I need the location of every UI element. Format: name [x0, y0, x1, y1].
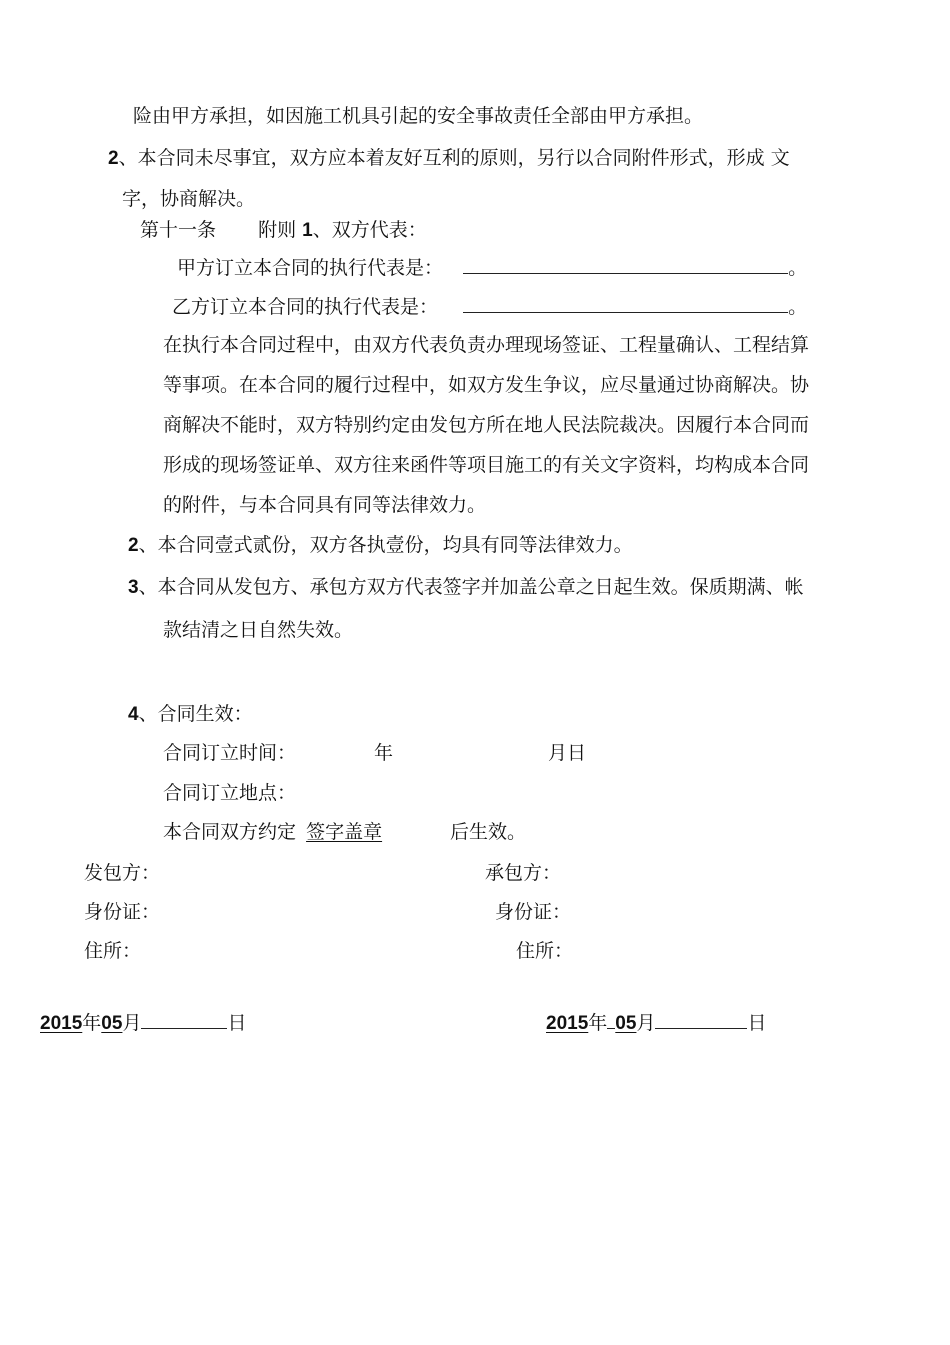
date-right-month-char: 月	[636, 1012, 656, 1034]
date-right	[546, 1010, 766, 1036]
clause-copies-number: 2	[128, 535, 139, 556]
sign-place-line: 合同订立地点：	[163, 782, 297, 804]
clause-4-text: 、合同生效：	[138, 703, 253, 725]
clause-effect-line2: 款结清之日自然失效。	[163, 619, 354, 641]
rep-b-end: 。	[788, 296, 808, 318]
agree-line	[163, 820, 382, 844]
article-11-heading	[140, 218, 427, 243]
clause-2-number: 2	[108, 148, 119, 169]
rep-b-blank[interactable]	[463, 294, 788, 313]
party-b-address: 住所：	[516, 940, 574, 962]
sign-time-line	[163, 741, 296, 765]
rep-b-line	[172, 294, 807, 319]
clause-copies-text: 、本合同壹式贰份，双方各执壹份，均具有同等法律效力。	[138, 534, 633, 556]
rep-a-blank[interactable]	[463, 255, 788, 274]
para-line-5: 的附件，与本合同具有同等法律效力。	[163, 494, 487, 516]
date-left-year-char: 年	[82, 1012, 102, 1034]
date-right-day-blank[interactable]	[655, 1010, 747, 1029]
date-left-day-char: 日	[227, 1012, 247, 1034]
agree-suffix: 后生效。	[450, 821, 527, 843]
date-right-day-char: 日	[747, 1012, 767, 1034]
clause-effect-line1	[128, 575, 804, 600]
date-right-year: 2015	[546, 1013, 589, 1034]
party-a-id: 身份证：	[84, 901, 161, 923]
carryover-line: 险由甲方承担，如因施工机具引起的安全事故责任全部由甲方承担。	[133, 105, 704, 127]
para-line-2: 等事项。在本合同的履行过程中，如双方发生争议，应尽量通过协商解决。协	[163, 374, 810, 396]
clause-effect-text: 、本合同从发包方、承包方双方代表签字并加盖公章之日起生效。保质期满、帐	[138, 576, 804, 598]
sign-time-label: 合同订立时间：	[163, 742, 297, 764]
date-left	[40, 1010, 246, 1036]
date-left-month-char: 月	[122, 1012, 142, 1034]
rep-b-label: 乙方订立本合同的执行代表是：	[172, 296, 439, 318]
clause-2-text: 、本合同未尽事宜，双方应本着友好互利的原则，另行以合同附件形式，形成 文	[118, 147, 790, 169]
date-left-year: 2015	[40, 1013, 83, 1034]
clause-2-line2: 字，协商解决。	[122, 188, 256, 210]
party-a-label: 发包方：	[84, 862, 161, 884]
date-left-day-blank[interactable]	[141, 1010, 227, 1029]
rep-a-line	[177, 255, 807, 280]
article-11-item-number: 1	[302, 220, 313, 241]
para-line-1: 在执行本合同过程中，由双方代表负责办理现场签证、工程量确认、工程结算	[163, 334, 810, 356]
date-left-month: 05	[101, 1013, 123, 1034]
clause-4	[128, 702, 253, 727]
date-right-year-char: 年	[588, 1012, 608, 1034]
party-a-address: 住所：	[84, 940, 142, 962]
party-b-label: 承包方：	[485, 862, 562, 884]
article-11-title: 第十一条	[140, 219, 217, 241]
rep-a-end: 。	[788, 257, 808, 279]
clause-2-line1	[108, 146, 790, 171]
rep-a-label: 甲方订立本合同的执行代表是：	[177, 257, 444, 279]
agree-prefix: 本合同双方约定	[163, 821, 297, 843]
article-11-subtitle: 附则	[258, 219, 297, 241]
sign-time-year: 年	[374, 742, 394, 764]
clause-4-number: 4	[128, 704, 139, 725]
para-line-4: 形成的现场签证单、双方往来函件等项目施工的有关文字资料，均构成本合同	[163, 454, 810, 476]
article-11-item-text: 、双方代表：	[312, 219, 427, 241]
agree-method: 签字盖章	[306, 821, 383, 843]
clause-copies	[128, 533, 633, 558]
date-right-month: 05	[615, 1013, 637, 1034]
para-line-3: 商解决不能时，双方特别约定由发包方所在地人民法院裁决。因履行本合同而	[163, 414, 810, 436]
clause-effect-number: 3	[128, 577, 139, 598]
party-b-id: 身份证：	[495, 901, 572, 923]
sign-time-monthday: 月日	[548, 742, 587, 764]
